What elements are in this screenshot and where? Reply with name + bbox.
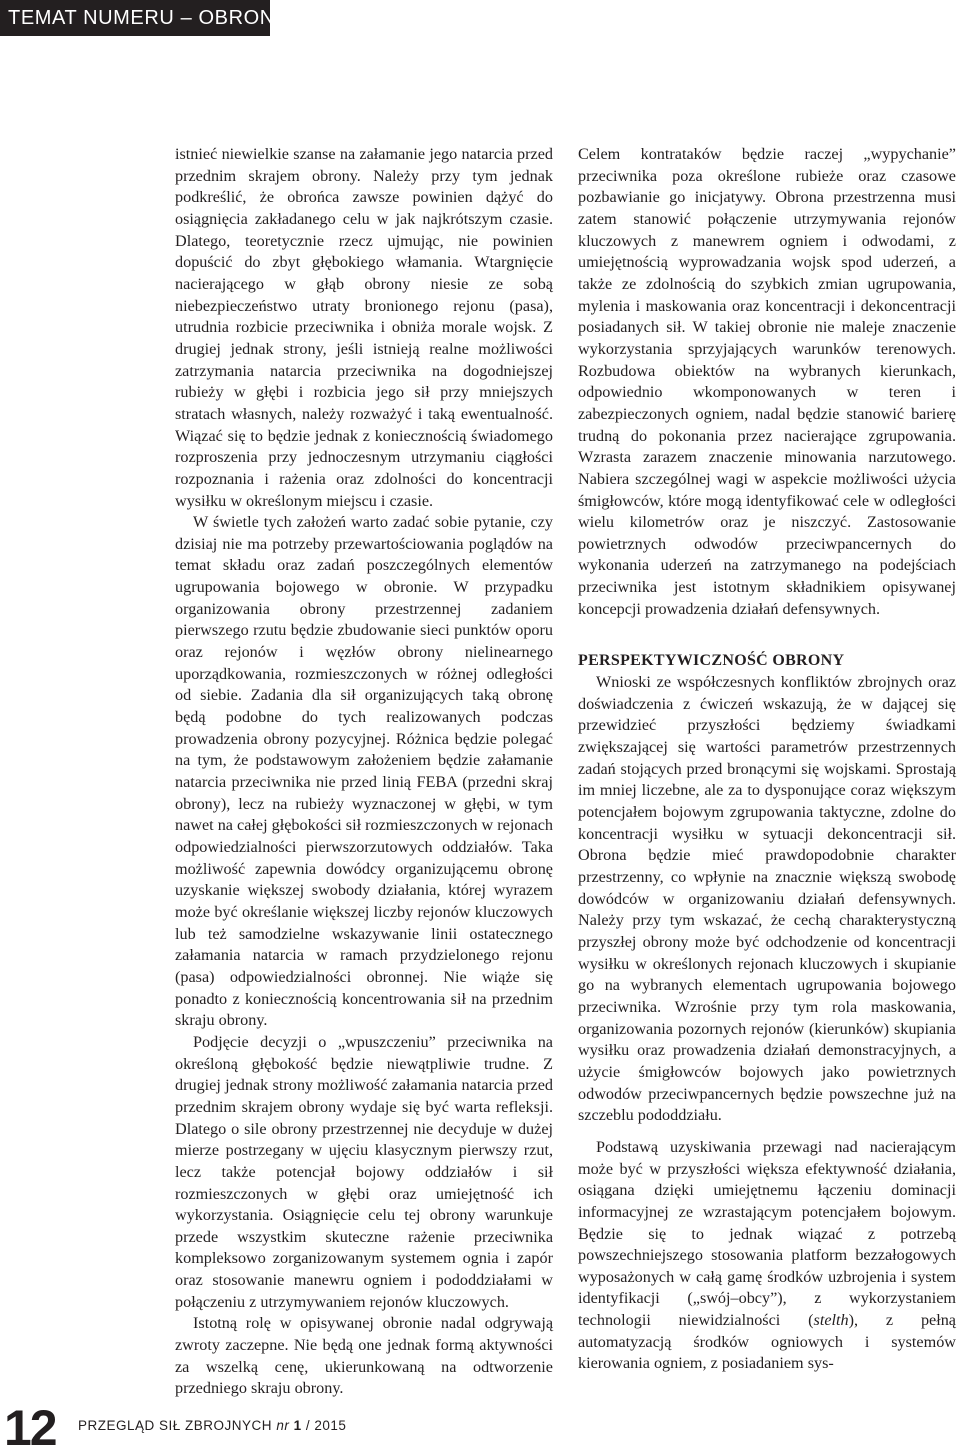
section-title: TEMAT NUMERU – OBRONA: [8, 7, 289, 29]
left-text-column: [175, 144, 553, 1400]
paragraph-text: Podstawą uzyskiwania przewagi nad nacierającym może być w przyszłości większa efektywność działania, osiągana dzięki umiejętnemu łączeniu dominacji informacyjnej ze wzrastającym potencjałem bojowym. Będzie się to jednak wiązać z potrzebą powszechniejszego stosowania platform bezzałogowych wyposażonych w całą gamę środków uzbrojenia i system identyfikacji („swój–obcy”), z wykorzystaniem technologii niewidzialności (: [578, 1137, 956, 1330]
paragraph: Wnioski ze współczesnych konfliktów zbrojnych oraz doświadczenia z ćwiczeń wskazują, że w dającej się przewidzieć przyszłości będziemy świadkami zwiększającej się wartości parametrów przestrzennych zadań stojących przed bronącymi się wojskami. Sprostają im mniej liczebne, ale za to dysponujące coraz większym potencjałem bojowym zgrupowania taktyczne, zdolne do koncentracji wysiłku w sytuacji dekoncentracji sił. Obrona będzie mieć prawdopodobnie charakter przestrzenny, co wpłynie na znacznie większą swobodę dowódców w organizowaniu działań defensywnych. Należy przy tym wskazać, że cechą charakterystyczną przyszłej obrony może być odchodzenie od koncentracji wysiłku w określonych rejonach kluczowych i skupianie go na wybranych elementach ugrupowania bojowego przeciwnika. Wzrośnie przy tym rola maskowania, organizowania pozornych rejonów (kierunków) skupiania wysiłku oraz prowadzenia działań demonstracyjnych, a użycie śmigłowców bojowych jako powietrznych odwodów przeciwpancernych będzie powszechne już na szczeblu pododdziału.: [578, 673, 956, 1125]
magazine-name: PRZEGLĄD SIŁ ZBROJNYCH: [78, 1418, 273, 1433]
section-header-bar: [0, 0, 289, 36]
paragraph: Celem kontrataków będzie raczej „wypychanie” przeciwnika poza określone rubieże oraz czasowe pozbawianie go inicjatywy. Obrona przestrzenna musi zatem stanowić połączenie utrzymywania rejonów kluczowych z manewrem ogniem i odwodami, z umiejętnością wyprowadzania wojsk spod uderzeń, a także ze zdolnością do szybkich zmian ugrupowania, mylenia i maskowania oraz koncentracji i dekoncentracji posiadanych sił. W takiej obronie nie maleje znaczenie wykorzystania sprzyjających warunków terenowych. Rozbudowa obiektów na wybranych kierunkach, odpowiednio wkomponowanych w teren i zabezpieczonych ogniem, nadal będzie stanowić barierę trudną do pokonania przez nacierające zgrupowania. Wzrasta zarazem znaczenie minowania narzutowego. Nabiera szczególnej wagi w aspekcie możliwości użycia śmigłowców, które mogą identyfikować cele w odległości wielu kilometrów oraz je niszczyć. Zastosowanie powietrznych odwodów przeciwpancernych do wykonania uderzeń na zatrzymanego na podejściach przeciwnika jest istotnym składnikiem opisywanej koncepcji prowadzenia działań defensywnych.: [578, 145, 956, 618]
paragraph: Istotną rolę w opisywanej obronie nadal odgrywają zwroty zaczepne. Nie będą one jednak formą aktywności za wszelką cenę, ukierunkowaną na odtworzenie przedniego skraju obrony.: [175, 1314, 553, 1398]
paragraph-text: ), z pełną automatyzacją środków ogniowych i systemów kierowania ogniem, z posiadaniem sys-: [578, 1311, 956, 1373]
footer-publication: [78, 1418, 346, 1433]
paragraph: Podjęcie decyzji o „wpuszczeniu” przeciwnika na określoną głębokość będzie niewątpliwie trudne. Z drugiej jednak strony możliwość załamania natarcia przed przednim skrajem obrony wydaje się być warta refleksji. Dlatego o sile obrony przestrzennej nie decyduje w dużej mierze postrzegany w ujęciu klasycznym pierwszy rzut, lecz także potencjał bojowy oddziałów i sił rozmieszczonych w głębi oraz umiejętność ich wykorzystania. Osiągnięcie celu tej obrony warunkuje przede wszystkim skuteczne rażenie przeciwnika kompleksowo zorganizowanym systemem ognia i zapór oraz stosowanie manewru ogniem i pododdziałami w połączeniu z utrzymywaniem rejonów kluczowych.: [175, 1032, 553, 1311]
page-number: 12: [4, 1400, 56, 1456]
issue-label: nr: [276, 1418, 290, 1433]
paragraph: istnieć niewielkie szanse na załamanie jego natarcia przed przednim skrajem obrony. Należy przy tym jednak podkreślić, że obrońca zawsze powinien dążyć do osiągnięcia zakładanego celu w jak najkrótszym czasie. Dlatego, teoretycznie rzecz ujmując, nie powinien dopuścić do zbyt głębokiego włamania. Wtargnięcie nacierającego w głąb obrony niesie ze sobą niebezpieczeństwo utraty bronionego rejonu (pasa), utrudnia rozbicie przeciwnika i obniża morale wojsk. Z drugiej jednak strony, jeśli istnieją realne możliwości zatrzymania natarcia przeciwnika na dogodniejszej rubieży w głębi i rozbicia jego sił przy mniejszych stratach własnych, należy rozważyć i taką ewentualność. Wiązać się to będzie jednak z koniecznością świadomego rozproszenia przy jednoczesnym utrzymaniu ciągłości rozpoznania i rażenia oraz zdolności do koncentracji wysiłku w określonym miejscu i czasie.: [175, 145, 553, 510]
right-text-column: [578, 144, 956, 1375]
paragraph: [578, 1137, 956, 1375]
paragraph: W świetle tych założeń warto zadać sobie pytanie, czy dzisiaj nie ma potrzeby przewartościowania poglądów na temat składu oraz zadań poszczególnych elementów ugrupowania bojowego w obronie. W przypadku organizowania obrony przestrzennej zadaniem pierwszego rzutu będzie zbudowanie sieci punktów oporu oraz rejonów i węzłów obrony nielinearnego uporządkowania, rozmieszczonych w różnej odległości od siebie. Zadania dla sił organizujących taką obronę będą podobne do tych realizowanych podczas prowadzenia obrony pozycyjnej. Różnica będzie polegać na tym, że podstawowym założeniem będzie załamanie natarcia przeciwnika nie przed linią FEBA (przedni skraj obrony), lecz na rubieży wyznaczonej w głębi, w tym nawet na całej głębokości sił rozmieszczonych w rejonach odpowiedzialności pierwszorzutowych oddziałów. Taka możliwość zapewnia dowódcy organizującemu obronę uzyskanie większej swobody działania, której wyrazem może być określanie większej liczby rejonów kluczowych lub też samodzielne wskazywanie linii ostatecznego załamania natarcia w ramach przydzielonego rejonu (pasa) odpowiedzialności obronnej. Nie wiąże się ponadto z koniecznością koncentrowania sił na przednim skraju obrony.: [175, 513, 554, 1030]
issue-number: 1: [293, 1418, 302, 1433]
section-heading: PERSPEKTYWICZNOŚĆ OBRONY: [578, 652, 845, 670]
italic-term: stelth: [813, 1311, 849, 1330]
issue-year: / 2015: [305, 1418, 347, 1433]
